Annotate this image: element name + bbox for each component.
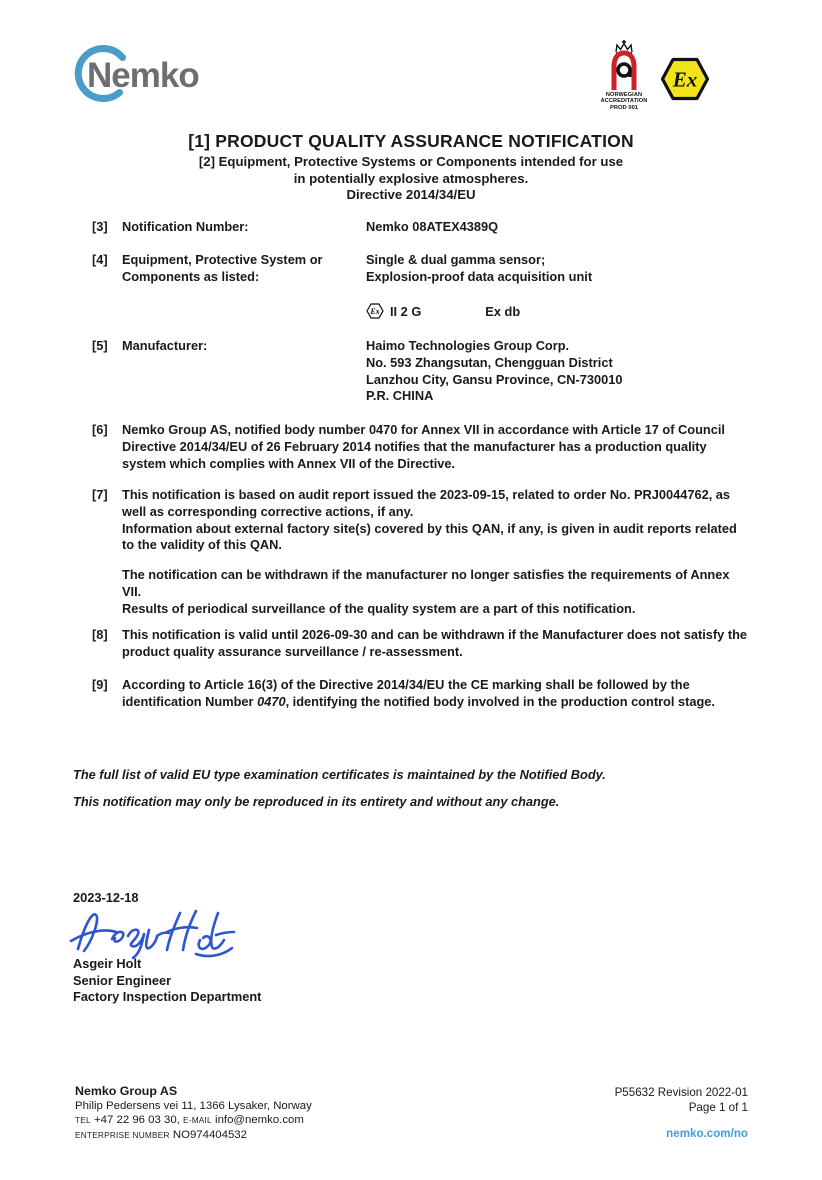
page-title: [1] PRODUCT QUALITY ASSURANCE NOTIFICATION <box>188 131 634 151</box>
manufacturer-label: Manufacturer: <box>122 338 208 353</box>
enterprise-number-label: ENTERPRISE NUMBER <box>75 1129 170 1140</box>
signatory-block <box>73 956 261 1006</box>
ex-logo-text: Ex <box>672 67 698 92</box>
notified-body-statement-text: Nemko Group AS, notified body number 0470 for Annex VII in accordance with Article 17 of Council Directive 2014/34/EU of 26 February 2014 notifies that the manufacturer has a production quality system which complies with Annex VII of the Directive. <box>122 422 725 471</box>
marking-protection-code: Ex db <box>485 303 521 319</box>
section-ce-marking <box>92 677 752 711</box>
section-number: [9] <box>92 677 108 692</box>
section-notification-number <box>92 219 752 236</box>
nemko-logo-graphic <box>72 40 224 106</box>
section-number: [8] <box>92 627 108 642</box>
reproduction-note: This notification may only be reproduced in its entirety and without any change. <box>73 794 560 809</box>
document-reference: P55632 Revision 2022-01 <box>614 1086 748 1099</box>
eu-certificates-note: The full list of valid EU type examination certificates is maintained by the Notified Body. <box>73 767 606 782</box>
accreditation-logo <box>597 40 651 111</box>
ex-marking-icon <box>366 303 384 319</box>
section-validity <box>92 627 752 661</box>
signatory-name: Asgeir Holt <box>73 956 142 971</box>
accreditation-label-line1: NORWEGIAN <box>605 92 643 98</box>
withdrawal-paragraph: The notification can be withdrawn if the manufacturer no longer satisfies the requirements of Annex VII. <box>122 567 730 599</box>
section-equipment <box>92 252 752 286</box>
manufacturer-address <box>366 338 752 405</box>
nemko-logo <box>72 40 224 106</box>
issue-date: 2023-12-18 <box>73 890 139 905</box>
section-audit-basis <box>92 487 752 618</box>
footer-address: Philip Pedersens vei 11, 1366 Lysaker, Norway <box>75 1100 312 1113</box>
handwritten-signature-icon <box>68 903 258 961</box>
accreditation-label-line3: PROD 001 <box>609 105 639 112</box>
signatory-role: Senior Engineer <box>73 972 172 988</box>
website-link[interactable]: nemko.com/no <box>666 1127 748 1140</box>
page-indicator: Page 1 of 1 <box>688 1100 748 1114</box>
notified-body-number: 0470 <box>257 693 286 709</box>
footer-company-name: Nemko Group AS <box>75 1084 178 1098</box>
paragraph-spacer <box>122 554 752 567</box>
footer-company-block <box>75 1084 312 1142</box>
tel-label: TEL <box>75 1115 91 1126</box>
section-number: [3] <box>92 219 108 234</box>
notification-number-label: Notification Number: <box>122 219 249 234</box>
svg-text:Ex: Ex <box>370 307 380 316</box>
manufacturer-street: No. 593 Zhangsutan, Chengguan District <box>366 354 613 370</box>
accreditation-emblem-icon <box>607 40 641 92</box>
page-subtitle-1: [2] Equipment, Protective Systems or Components intended for use <box>198 154 624 169</box>
manufacturer-country: P.R. CHINA <box>366 388 434 404</box>
signatory-department: Factory Inspection Department <box>73 989 262 1004</box>
notification-number-value: Nemko 08ATEX4389Q <box>366 219 499 234</box>
accreditation-ring-icon <box>618 64 630 76</box>
equipment-label: Equipment, Protective System or Components as listed: <box>122 252 323 284</box>
external-sites-paragraph: Information about external factory site(s) covered by this QAN, if any, is given in audit reports related to the validity of this QAN. <box>122 520 737 553</box>
audit-basis-text <box>122 487 752 618</box>
section-number: [4] <box>92 252 108 267</box>
footer-enterprise-line <box>75 1128 312 1142</box>
footer-contact-line <box>75 1113 312 1127</box>
manufacturer-name: Haimo Technologies Group Corp. <box>366 338 570 353</box>
enterprise-number-value: NO974404532 <box>172 1128 247 1141</box>
section-manufacturer <box>92 338 752 405</box>
footer-document-ref-block <box>615 1086 748 1115</box>
audit-report-paragraph: This notification is based on audit report issued the 2023-09-15, related to order No. PRJ0044762, as well as corresponding corrective actions, if any. <box>122 487 731 519</box>
nemko-brand-text: Nemko <box>87 56 199 95</box>
section-notified-body-statement <box>92 422 752 472</box>
page-subtitle-2: in potentially explosive atmospheres. <box>293 170 529 186</box>
email-label: E-MAIL <box>183 1115 212 1126</box>
manufacturer-city: Lanzhou City, Gansu Province, CN-730010 <box>366 371 623 387</box>
ce-marking-text: According to Article 16(3) of the Directive 2014/34/EU the CE marking shall be followed by the identification Number 0470, identifying the notified body involved in the production control stage. <box>122 677 715 709</box>
marking-category: II 2 G <box>390 303 422 319</box>
ex-hexagon-icon <box>660 57 710 101</box>
surveillance-paragraph: Results of periodical surveillance of the quality system are a part of this notification. <box>122 600 636 616</box>
section-number: [6] <box>92 422 108 437</box>
section-number: [7] <box>92 487 108 502</box>
equipment-value: Single & dual gamma sensor; Explosion-proof data acquisition unit <box>366 252 593 284</box>
validity-text: This notification is valid until 2026-09-30 and can be withdrawn if the Manufacturer does not satisfy the product quality assurance surveillance / re-assessment. <box>122 627 748 659</box>
atex-marking-line <box>366 303 520 319</box>
tel-value: +47 22 96 03 30, <box>94 1114 180 1127</box>
section-number: [5] <box>92 338 108 353</box>
page-subtitle-3: Directive 2014/34/EU <box>346 187 476 202</box>
accreditation-label-line2: ACCREDITATION <box>600 98 648 105</box>
email-value: info@nemko.com <box>215 1114 304 1127</box>
atex-ex-logo <box>660 57 710 106</box>
